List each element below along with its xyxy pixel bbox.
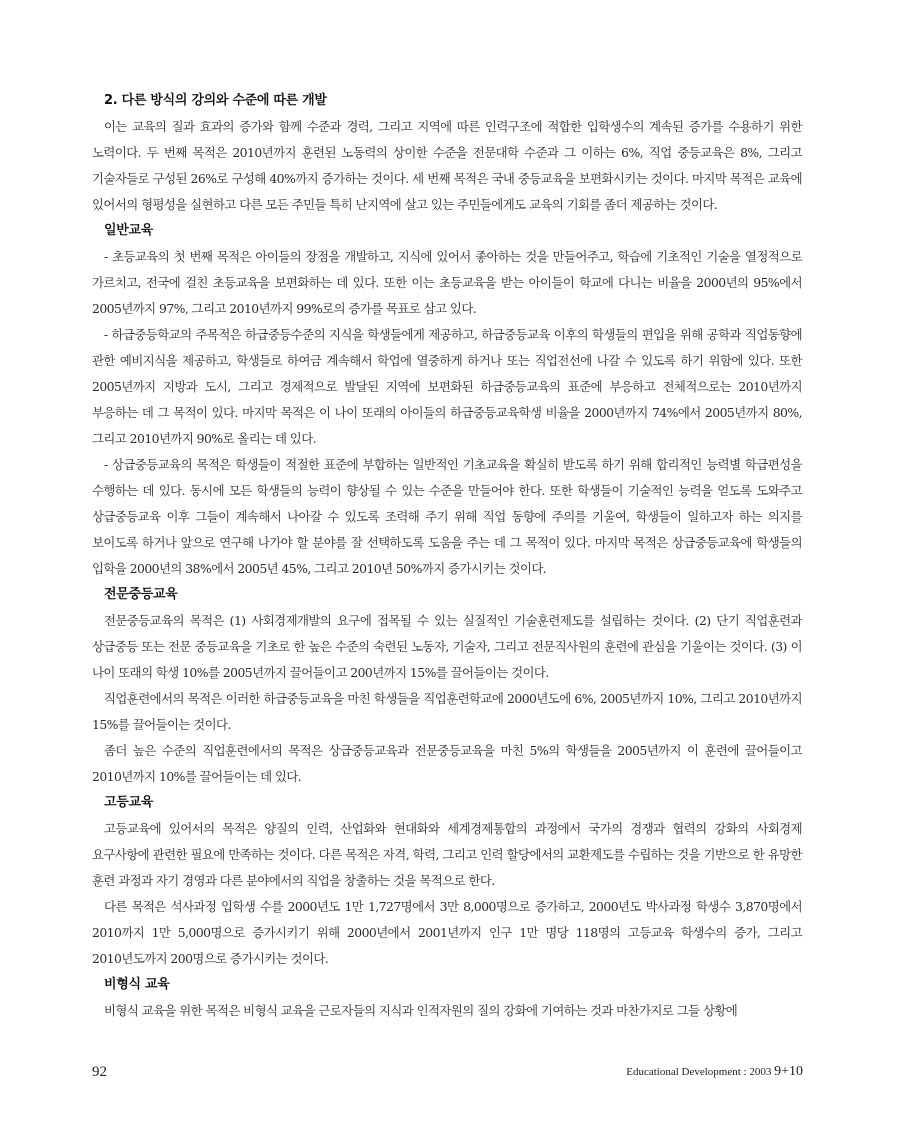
higher-paragraph: 고등교육에 있어서의 목적은 양질의 인력, 산업화와 현대화와 세계경제통합의 과정에서 국가의 경쟁과 협력의 강화의 사회경제 요구사항에 관련한 필요에 만족하는 것이다. 다른 목적은 자격, 학력, 그리고 인력 할당에서의 교환제도를 수립하는 것을 기반으로 한 유망한 훈련 과정과 자기 경영과 다른 분야에서의 직업을 창출하는 것을 목적으로 한다. — [92, 821, 802, 888]
vocational-paragraph: 전문중등교육의 목적은 (1) 사회경제개발의 요구에 접목될 수 있는 실질적인 기술훈련제도를 설립하는 것이다. (2) 단기 직업훈련과 상급중등 또는 전문 중등교육을 기초로 한 높은 수준의 숙련된 노동자, 기술자, 그리고 전문직사원의 훈련에 관심을 기울이는 것이다. (3) 이 나이 또래의 학생 10%를 2005년까지 끌어들이고 200년까지 15%를 끌어들이는 것이다. — [92, 613, 802, 680]
higher-paragraph: 다른 목적은 석사과정 입학생 수를 2000년도 1만 1,727명에서 3만 8,000명으로 증가하고, 2000년도 박사과정 학생수 3,870명에서 2010까지 1만 5,000명으로 증가시키기 위해 2000년에서 2001년까지 인구 1만 명당 118명의 고등교육 학생수의 증가, 그리고 2010년도까지 200명으로 증가시키는 것이다. — [92, 899, 802, 966]
article-body — [92, 88, 802, 1024]
general-paragraph-elementary: - 초등교육의 첫 번째 목적은 아이들의 장점을 개발하고, 지식에 있어서 좋아하는 것을 만들어주고, 학습에 기초적인 기술을 열정적으로 가르치고, 전국에 걸친 초등교육을 보편화하는 데 있다. 또한 이는 초등교육을 받는 아이들이 학교에 다니는 비율을 2000년의 95%에서 2005년까지 97%, 그리고 2010년까지 99%로의 증가를 목표로 삼고 있다. — [92, 249, 802, 316]
heading-general-education: 일반교육 — [104, 223, 154, 238]
section-title: 2. 다른 방식의 강의와 수준에 따른 개발 — [104, 93, 327, 108]
vocational-paragraph: 좀더 높은 수준의 직업훈련에서의 목적은 상급중등교육과 전문중등교육을 마친 5%의 학생들을 2005년까지 이 훈련에 끌어들이고 2010년까지 10%를 끌어들이는 데 있다. — [92, 743, 802, 784]
intro-paragraph: 이는 교육의 질과 효과의 증가와 함께 수준과 경력, 그리고 지역에 따른 인력구조에 적합한 입학생수의 계속된 증가를 수용하기 위한 노력이다. 두 번째 목적은 2010년까지 훈련된 노동력의 상이한 수준을 전문대학 수준과 그 이하는 6%, 직업 중등교육은 8%, 그리고 기술자들로 구성된 26%로 구성해 40%까지 증가하는 것이다. 세 번째 목적은 국내 중등교육을 보편화시키는 것이다. 마지막 목적은 교육에 있어서의 형평성을 실현하고 다른 모든 주민들 특히 난지역에 살고 있는 주민들에게도 교육의 기회를 좀더 제공하는 것이다. — [92, 119, 802, 212]
nonformal-paragraph: 비형식 교육을 위한 목적은 비형식 교육을 근로자들의 지식과 인적자원의 질의 강화에 기여하는 것과 마찬가지로 그들 상황에 — [104, 1003, 738, 1018]
journal-name: Educational Development : 2003 — [626, 1066, 772, 1078]
journal-footer — [626, 1062, 803, 1082]
heading-higher-education: 고등교육 — [104, 795, 154, 810]
heading-vocational-secondary: 전문중등교육 — [104, 587, 178, 602]
general-paragraph-upper-secondary: - 상급중등교육의 목적은 학생들이 적절한 표준에 부합하는 일반적인 기초교육을 확실히 받도록 하기 위해 합리적인 능력별 학급편성을 수행하는 데 있다. 동시에 모든 학생들의 능력이 향상될 수 있는 수준을 만들어야 한다. 또한 학생들이 기술적인 능력을 얻도록 도와주고 상급중등교육 이후 그들이 계속해서 나아갈 수 있도록 조력해 주기 위해 직업 동향에 주의를 기울여, 학생들이 일하고자 하는 의지를 보이도록 하거나 앞으로 연구해 나가야 할 분야를 잘 선택하도록 도움을 주는 데 그 목적이 있다. 마지막 목적은 상급중등교육에 학생들의 입학을 2000년의 38%에서 2005년 45%, 그리고 2010년 50%까지 증가시키는 것이다. — [92, 457, 802, 576]
page-number: 92 — [92, 1064, 107, 1080]
general-paragraph-lower-secondary: - 하급중등학교의 주목적은 하급중등수준의 지식을 학생들에게 제공하고, 하급중등교육 이후의 학생들의 편입을 위해 공학과 직업동향에 관한 예비지식을 제공하고, 학생들로 하여금 계속해서 학업에 열중하게 하거나 또는 직업전선에 나갈 수 있도록 하기 위함에 있다. 또한 2005년까지 지방과 도시, 그리고 경제적으로 발달된 지역에 보편화된 하급중등교육의 표준에 부응하고 전체적으로는 2010년까지 부응하는 데 그 목적이 있다. 마지막 목적은 이 나이 또래의 아이들의 하급중등교육학생 비율을 2000년까지 74%에서 2005년까지 80%, 그리고 2010년까지 90%로 올리는 데 있다. — [92, 327, 802, 446]
heading-nonformal-education: 비형식 교육 — [104, 977, 170, 992]
journal-issue: 9+10 — [774, 1064, 803, 1079]
vocational-paragraph: 직업훈련에서의 목적은 이러한 하급중등교육을 마친 학생들을 직업훈련학교에 2000년도에 6%, 2005년까지 10%, 그리고 2010년까지 15%를 끌어들이는 것이다. — [92, 691, 802, 732]
